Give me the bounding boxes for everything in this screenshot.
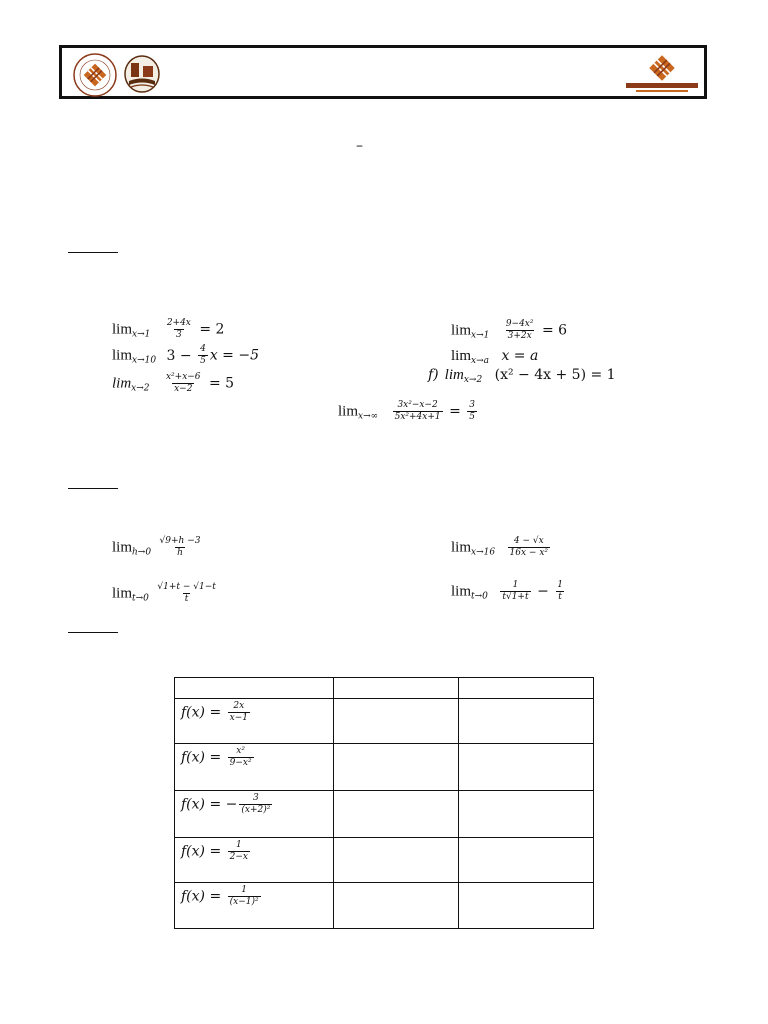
table-cell: [334, 883, 459, 929]
table-cell: [459, 791, 594, 838]
title-dash: –: [356, 138, 363, 154]
universidad-anahuac-seal: [72, 52, 118, 98]
table-cell: [459, 883, 594, 929]
section-2-heading-rule: [68, 488, 118, 489]
table-cell: [334, 744, 459, 791]
table-row: [175, 791, 594, 838]
table-row: [175, 838, 594, 883]
limit-4: $\lim_{x\to 1}$ $\frac{\text{9−4x²}}{3+2x}$ = 6: [451, 319, 568, 341]
table-header-row: [175, 678, 594, 699]
table-header-cell: [334, 678, 459, 699]
functions-table: [174, 677, 594, 929]
limit-1: $\lim_{x\to 1}$ $\frac{2+4x}{3}$ = 2: [112, 318, 225, 340]
limit-7: $\lim_{x\to\infty}$ $\frac{\text{3x²−x−2}}{\text{5x²+4x+1}}$ = $\frac{3}{5}$: [338, 400, 475, 422]
section-1-heading-rule: [68, 252, 118, 253]
function-cell: f(x) = $\frac{1}{\text{(x−1)²}}$: [175, 883, 334, 929]
limit-3: $\lim_{x\to 2}$ $\frac{\text{x²+x−6}}{x-2}$ = 5: [112, 372, 235, 394]
table-header-cell: [459, 678, 594, 699]
header-box: [59, 45, 707, 99]
table-cell: [459, 744, 594, 791]
bachillerato-anahuac-logo: [622, 52, 702, 96]
item-marker-f: f): [428, 367, 439, 383]
section-3-heading-rule: [68, 632, 118, 633]
table-row: [175, 699, 594, 744]
limit-9: $\lim_{x\to 16}$ $\frac{4 - √x}{\text{16x − x²}}$: [451, 536, 549, 558]
table-row: [175, 883, 594, 929]
table-row: [175, 744, 594, 791]
table-cell: [334, 699, 459, 744]
function-cell: f(x) = $\frac{1}{2-x}$: [175, 838, 334, 883]
table-cell: [459, 699, 594, 744]
school-crest: [123, 54, 161, 94]
limit-10: $\lim_{t\to 0}$ $\frac{√1+t - √1-t}{t}$: [112, 582, 216, 604]
limit-11: $\lim_{t\to 0}$ $\frac{1}{t√1+t}$ − $\frac{1}{t}$: [451, 580, 563, 602]
table-header-cell: [175, 678, 334, 699]
limit-8: $\lim_{h\to 0}$ $\frac{√9+h -3}{h}$: [112, 536, 201, 558]
function-cell: f(x) = $\frac{\text{x²}}{\text{9−x²}}$: [175, 744, 334, 791]
function-cell: f(x) = $\frac{2x}{x-1}$: [175, 699, 334, 744]
table-cell: [459, 838, 594, 883]
table-cell: [334, 791, 459, 838]
limit-2: $\lim_{x\to 10} 3$ − $\frac{4}{5}$ x = −5: [112, 344, 259, 366]
table-cell: [334, 838, 459, 883]
limit-6: f) $\lim_{x\to 2} (x^2 - 4x + 5) = 1$: [428, 367, 616, 385]
function-cell: f(x) = − $\frac{3}{\text{(x+2)²}}$: [175, 791, 334, 838]
limit-5: $\lim_{x\to a} x = a$: [451, 348, 539, 366]
